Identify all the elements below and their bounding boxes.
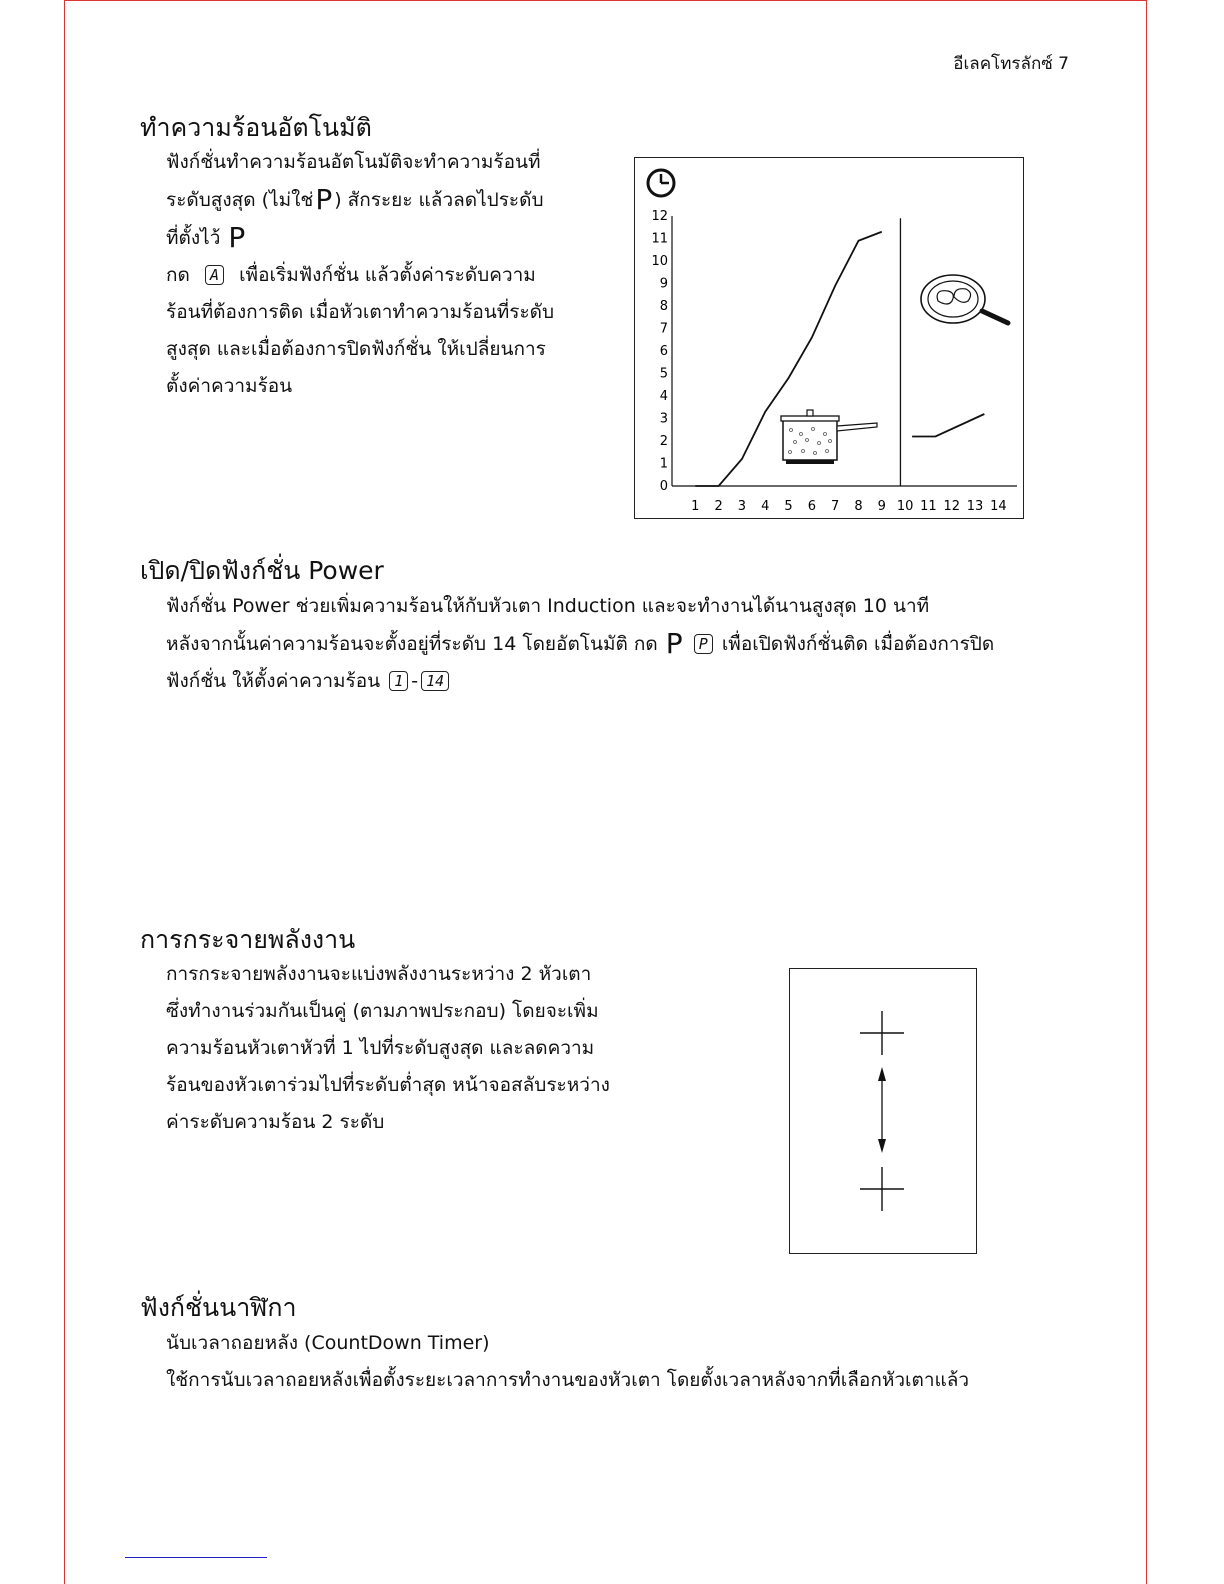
y-tick-label: 4	[659, 389, 668, 404]
x-tick-label: 11	[920, 499, 937, 514]
power-share-line: ซึ่งทำงานร่วมกันเป็นคู่ (ตามภาพประกอบ) โดยจะเพิ่ม	[166, 1000, 599, 1022]
auto-heat-line	[166, 219, 554, 257]
section-title-auto-heat: ทำความร้อนอัตโนมัติ	[140, 113, 372, 142]
footnote-rule	[125, 1557, 267, 1558]
y-tick-label: 11	[651, 231, 668, 247]
text-span: ฟังก์ชั่น ให้ตั้งค่าความร้อน	[166, 670, 381, 692]
power-line: ฟังก์ชั่น Power ช่วยเพิ่มความร้อนให้กับหัวเตา Induction และจะทำงานได้นานสูงสุด 10 นาที	[166, 595, 930, 617]
text-span: เพื่อเปิดฟังก์ชั่นติด เมื่อต้องการปิด	[721, 633, 995, 655]
auto-heat-line	[166, 257, 554, 294]
x-tick-label: 2	[714, 499, 723, 514]
power-p-symbol: P	[228, 221, 246, 254]
x-tick-label: 1	[691, 499, 700, 514]
page-border-right	[1146, 0, 1147, 1584]
y-tick-label: 10	[651, 254, 668, 269]
page-border-top	[64, 0, 1147, 1]
y-tick-label: 0	[659, 479, 668, 494]
cooking-zone-top-icon	[860, 1011, 904, 1055]
y-tick-label: 7	[659, 321, 668, 337]
text-span: ระดับสูงสุด (ไม่ใช่	[166, 189, 314, 211]
power-p-symbol: P	[315, 183, 333, 216]
frying-pan-icon	[921, 275, 1008, 323]
power-share-line: การกระจายพลังงานจะแบ่งพลังงานระหว่าง 2 หัวเตา	[166, 963, 592, 985]
x-tick-label: 6	[807, 499, 817, 514]
power-share-line: ร้อนของหัวเตาร่วมไปที่ระดับต่ำสุด หน้าจอสลับระหว่าง	[166, 1074, 610, 1096]
dash: -	[411, 670, 419, 692]
auto-heat-line: สูงสุด และเมื่อต้องการปิดฟังก์ชั่น ให้เปลี่ยนการ	[166, 338, 546, 360]
y-tick-label: 6	[659, 344, 668, 359]
key-a-symbol: A	[205, 265, 224, 285]
key-1-symbol: 1	[389, 671, 408, 691]
text-span: หลังจากนั้นค่าความร้อนจะตั้งอยู่ที่ระดับ 14 โดยอัตโนมัติ กด	[166, 633, 658, 655]
page-border-left	[64, 0, 65, 1584]
power-share-text	[166, 956, 610, 1141]
double-arrow-icon	[878, 1067, 886, 1153]
y-tick-label: 1	[659, 456, 668, 472]
timer-text	[166, 1325, 1106, 1399]
power-text	[166, 588, 1106, 700]
pot-icon	[781, 410, 877, 464]
x-tick-label: 14	[990, 499, 1007, 514]
text-span: เพื่อเริ่มฟังก์ชั่น แล้วตั้งค่าระดับความ	[239, 264, 536, 286]
x-tick-label: 8	[854, 499, 863, 514]
power-share-line: ค่าระดับความร้อน 2 ระดับ	[166, 1111, 385, 1133]
x-tick-label: 13	[966, 499, 984, 514]
power-share-line: ความร้อนหัวเตาหัวที่ 1 ไปที่ระดับสูงสุด และลดความ	[166, 1037, 595, 1059]
section-title-timer: ฟังก์ชั่นนาฬิกา	[140, 1293, 297, 1322]
clock-icon	[648, 170, 674, 196]
timer-line: นับเวลาถอยหลัง (CountDown Timer)	[166, 1332, 490, 1354]
cooking-zone-bottom-icon	[860, 1167, 904, 1211]
y-tick-label: 5	[659, 366, 668, 382]
power-share-diagram	[789, 968, 977, 1254]
power-line	[166, 625, 1106, 663]
text-span: ) สักระยะ แล้วลดไประดับ	[334, 189, 544, 211]
x-tick-labels	[691, 499, 1006, 514]
y-tick-label: 2	[659, 434, 668, 449]
y-tick-labels	[651, 209, 668, 494]
running-header: อีเลคโทรลักซ์ 7	[953, 54, 1069, 74]
power-p-symbol: P	[665, 627, 683, 660]
y-tick-label: 12	[651, 209, 668, 224]
series-line-keep-level	[912, 414, 984, 437]
y-tick-label: 3	[659, 411, 668, 427]
x-tick-label: 7	[831, 499, 840, 514]
auto-heat-chart-frame	[634, 157, 1024, 519]
auto-heat-line: ตั้งค่าความร้อน	[166, 375, 293, 397]
x-tick-label: 10	[896, 499, 914, 514]
x-tick-label: 9	[877, 499, 886, 514]
section-title-power-share: การกระจายพลังงาน	[140, 925, 356, 954]
auto-heat-text	[166, 144, 554, 405]
section-title-power: เปิด/ปิดฟังก์ชั่น Power	[140, 556, 384, 585]
power-line	[166, 663, 1106, 700]
auto-heat-line	[166, 181, 554, 219]
x-tick-label: 4	[761, 499, 770, 514]
auto-heat-line: ฟังก์ชั่นทำความร้อนอัตโนมัติจะทำความร้อนที่	[166, 151, 541, 173]
x-tick-label: 12	[943, 499, 961, 514]
key-14-symbol: 14	[421, 671, 449, 691]
chart-series	[695, 232, 984, 486]
y-tick-label: 9	[659, 276, 668, 292]
x-tick-label: 3	[737, 499, 747, 514]
text-span: ที่ตั้งไว้	[166, 227, 221, 249]
key-p-symbol: P	[694, 634, 713, 654]
auto-heat-line: ร้อนที่ต้องการติด เมื่อหัวเตาทำความร้อนที่ระดับ	[166, 301, 555, 323]
timer-line: ใช้การนับเวลาถอยหลังเพื่อตั้งระยะเวลาการทำงานของหัวเตา โดยตั้งเวลาหลังจากที่เลือกหัวเตาแล้ว	[166, 1369, 970, 1391]
auto-heat-chart	[635, 158, 1023, 518]
x-tick-label: 5	[784, 499, 793, 514]
cooking-zones-diagram	[790, 969, 976, 1253]
text-span: กด	[166, 264, 190, 286]
y-tick-label: 8	[659, 299, 668, 314]
